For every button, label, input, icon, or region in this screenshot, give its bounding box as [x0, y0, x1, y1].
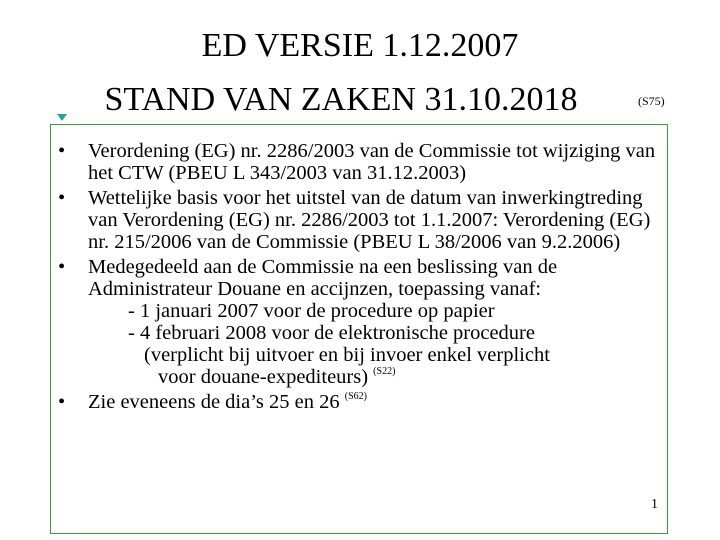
bullet-text: Medegedeeld aan de Commissie na een beslissing van de Administrateur Douane en accijnzen, toepassing vanaf:	[88, 256, 558, 300]
title-source-ref: (S75)	[638, 94, 665, 108]
bullet-text: Zie eveneens de dia’s 25 en 26	[88, 391, 340, 413]
ref-s62: (S62)	[344, 391, 367, 402]
bullet-item	[58, 391, 658, 413]
bullet-dot-icon: •	[58, 256, 66, 278]
ref-s22: (S22)	[373, 366, 396, 377]
bullet-list	[58, 140, 658, 416]
title-line-2: STAND VAN ZAKEN 31.10.2018	[104, 81, 578, 118]
marker-triangle-icon	[57, 114, 67, 121]
page-number: 1	[651, 497, 658, 512]
sub-item-note: (verplicht bij uitvoer en bij invoer enkel verplicht	[144, 344, 550, 366]
sub-item-note-text: voor douane-expediteurs)	[158, 366, 369, 388]
sub-item-note-cont	[88, 366, 658, 388]
sub-item-electronic: - 4 februari 2008 voor de elektronische procedure	[128, 322, 535, 344]
bullet-item	[58, 140, 658, 184]
bullet-dot-icon: •	[58, 140, 66, 162]
bullet-text: Verordening (EG) nr. 2286/2003 van de Commissie tot wijziging van het CTW (PBEU L 343/2003 van 31.12.2003)	[88, 140, 656, 184]
bullet-dot-icon: •	[58, 391, 66, 413]
bullet-dot-icon: •	[58, 187, 66, 209]
sub-item-paper: - 1 januari 2007 voor de procedure op papier	[128, 300, 495, 322]
bullet-item	[58, 187, 658, 253]
bullet-item	[58, 256, 658, 388]
title-line-1: ED VERSIE 1.12.2007	[201, 27, 519, 64]
bullet-text: Wettelijke basis voor het uitstel van de datum van inwerkingtreding van Verordening (EG) nr. 2286/2003 tot 1.1.2007: Verordening (EG) nr. 215/2006 van de Commissie (PBEU L 38/2006 van 9.2.2006)	[88, 187, 651, 253]
